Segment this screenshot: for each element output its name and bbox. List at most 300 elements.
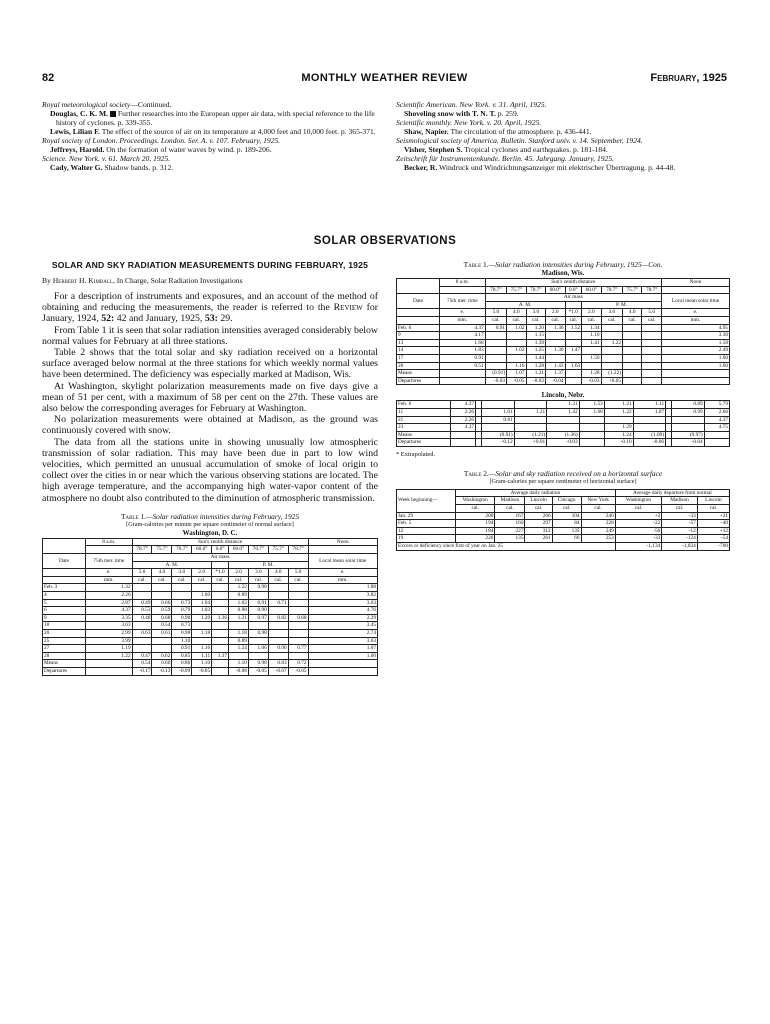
table-cell — [229, 652, 249, 660]
table-cell — [514, 416, 546, 424]
unit-cell: cal. — [526, 316, 545, 324]
row-date: 28 — [43, 652, 86, 660]
row-date: 18 — [43, 622, 86, 630]
table-cell: -0.10 — [604, 439, 633, 447]
table-cell: 1.68 — [440, 339, 486, 347]
table-cell — [485, 354, 506, 362]
table-cell: 1.36 — [546, 324, 565, 332]
table-location: Madison, Wis. — [541, 269, 585, 277]
bibliography-left — [42, 100, 382, 172]
header-lmst: Local mean solar time — [308, 554, 377, 569]
table-cell: 1.68 — [579, 408, 604, 416]
table-cell — [212, 629, 229, 637]
header-cell — [308, 546, 377, 554]
table-cell: (1.21) — [514, 431, 546, 439]
table-cell: 1.36 — [212, 614, 229, 622]
table-cell: 1.52 — [565, 324, 582, 332]
header-date: Date — [43, 554, 86, 569]
table-cell — [672, 424, 704, 432]
row-date: Feb. 6 — [397, 401, 451, 409]
header-pm: P. M. — [229, 561, 309, 569]
table-cell — [192, 622, 212, 630]
table-cell — [623, 339, 642, 347]
table-cell — [565, 370, 582, 378]
table-cell: 0.68 — [152, 614, 172, 622]
table-row — [397, 347, 730, 355]
table-cell: 160 — [495, 520, 525, 528]
header-airmass-value: e. — [661, 309, 729, 317]
header-avg-radiation: Average daily radiation — [456, 489, 616, 497]
table-cell: 0.98 — [248, 584, 268, 592]
table-cell: -0.02 — [526, 377, 545, 385]
body-paragraph: Table 2 shows that the total solar and sky radiation received on a horizontal surface averaged below normal at the three stations for which weekly normal values have been determined. The deficiency was especially marked at Madison, Wis. — [42, 347, 378, 381]
unit-cell: cal. — [615, 505, 661, 513]
table-cell: 0.73 — [172, 599, 192, 607]
table-cell: 1.58 — [661, 339, 729, 347]
table-cell — [579, 431, 604, 439]
table-cell: 1.39 — [526, 339, 545, 347]
article-title: SOLAR AND SKY RADIATION MEASUREMENTS DURING FEBRUARY, 1925 — [51, 260, 369, 270]
table-cell — [704, 431, 729, 439]
unit-cell: cal. — [601, 316, 622, 324]
table-row — [43, 607, 378, 615]
table-cell: 0.62 — [152, 652, 172, 660]
table-cell — [642, 354, 661, 362]
table-cell: 2.26 — [86, 592, 133, 600]
table-cell: 1.10 — [229, 660, 249, 668]
header-station: Madison — [495, 497, 525, 505]
row-date: Feb. 6 — [397, 324, 440, 332]
table-cell — [672, 416, 704, 424]
table-cell — [482, 424, 514, 432]
table-cell: 3.63 — [86, 622, 133, 630]
row-label: Excess or deficiency since first of year on Jan. 25 — [397, 543, 616, 551]
table-cell: -0.08 — [229, 667, 249, 675]
table-cell: 1.34 — [582, 324, 601, 332]
table-cell — [565, 377, 582, 385]
table-cell: 0.91 — [440, 354, 486, 362]
units-row — [43, 576, 378, 584]
table-cell: 0.63 — [132, 629, 152, 637]
table-cell: 1.53 — [579, 401, 604, 409]
table-cell: 0.90 — [172, 614, 192, 622]
unit-cell: cal. — [642, 316, 661, 324]
table-cell — [642, 370, 661, 378]
table-cell: 312 — [525, 527, 552, 535]
table-cell: 1.10 — [582, 332, 601, 340]
table-cell — [172, 592, 192, 600]
table-cell: 194 — [456, 520, 495, 528]
bib-entry: Becker, R. Windruck und Windrichtungsanzeiger mit elektrischer Übertragung. p. 44-48. — [404, 163, 676, 172]
header-angle: 60.0° — [192, 546, 212, 554]
table-cell: 0.73 — [172, 622, 192, 630]
row-date: 19 — [397, 535, 456, 543]
table-cell — [288, 629, 308, 637]
table-cell: 261 — [525, 535, 552, 543]
table1-lincoln — [396, 400, 730, 447]
table-cell: 2.49 — [661, 347, 729, 355]
header-zenith: Sun's zenith distance — [132, 538, 308, 546]
bib-entry: Shaw, Napier. The circulation of the atmosphere. p. 436-441. — [404, 127, 592, 136]
table-cell: 240 — [581, 512, 615, 520]
table-cell — [43, 576, 86, 584]
unit-cell: cal. — [697, 505, 729, 513]
table-cell: 0.98 — [229, 607, 249, 615]
table-cell — [248, 622, 268, 630]
square-glyph-icon — [110, 111, 116, 117]
row-date: Feb. 3 — [43, 584, 86, 592]
table-cell: 266 — [525, 512, 552, 520]
table-cell: 1.28 — [582, 370, 601, 378]
table-cell: 135 — [552, 527, 581, 535]
table-cell: 1.06 — [248, 645, 268, 653]
table-cell: 1.24 — [604, 431, 633, 439]
table-cell: 1.00 — [661, 354, 729, 362]
table-cell — [485, 339, 506, 347]
table-cell: -57 — [662, 520, 698, 528]
table-cell: 3.30 — [661, 332, 729, 340]
unit-cell: cal. — [546, 316, 565, 324]
header-station: Lincoln — [697, 497, 729, 505]
table-cell: -12 — [662, 527, 698, 535]
article-column — [42, 260, 378, 676]
table-cell — [579, 416, 604, 424]
table-cell — [582, 347, 601, 355]
unit-cell: cal. — [229, 576, 249, 584]
header-airmass: Air mass — [132, 554, 308, 562]
table-cell: 4.75 — [704, 424, 729, 432]
table-cell: 0.68 — [288, 614, 308, 622]
table-cell — [623, 332, 642, 340]
bib-source: Scientific American. New York. v. 31. April, 1925. — [396, 100, 547, 109]
header-airmass-value: 2.0 — [546, 309, 565, 317]
table-cell: 1.50 — [582, 354, 601, 362]
byline: By Herbert H. Kimball, In Charge, Solar Radiation Investigations — [42, 276, 243, 285]
table-cell — [485, 347, 506, 355]
table-cell: 2.74 — [308, 629, 377, 637]
table-cell: 0.98 — [248, 660, 268, 668]
table-row — [43, 622, 378, 630]
header-station: Madison — [662, 497, 698, 505]
header-angle: 60.0° — [546, 286, 565, 294]
table-cell — [450, 431, 475, 439]
table-cell — [268, 584, 288, 592]
table-cell: 0.49 — [132, 599, 152, 607]
header-angle: 70.7° — [248, 546, 268, 554]
bib-entry: Douglas, C. K. M. Further researches into the European upper air data, with special reference to the life history of cyclones. p. 339-355. — [50, 109, 375, 127]
bib-entry: Jeffreys, Harold. On the formation of water waves by wind. p. 189-206. — [50, 145, 272, 154]
table-cell: 4.17 — [440, 332, 486, 340]
table-cell — [565, 339, 582, 347]
table-cell: 0.99 — [672, 408, 704, 416]
table-cell: 1.16 — [192, 645, 212, 653]
table-row — [397, 424, 730, 432]
table-row — [397, 332, 730, 340]
table-cell: -22 — [615, 520, 661, 528]
table-cell: -40 — [697, 520, 729, 528]
header-angle: 75.7° — [623, 286, 642, 294]
table-subtitle: [Gram-calories per minute per square centimeter of normal surface] — [126, 520, 294, 528]
table-cell: -0.12 — [482, 439, 514, 447]
table-cell: (0.91) — [485, 370, 506, 378]
table-cell: 1.11 — [192, 652, 212, 660]
table-cell: 1.16 — [507, 362, 526, 370]
table-cell: -0.09 — [172, 667, 192, 675]
header-airmass-value: 5.0 — [485, 309, 506, 317]
row-date: 27 — [43, 645, 86, 653]
table-cell — [450, 439, 475, 447]
bib-source: Science. New York. v. 61. March 20, 1925. — [42, 154, 171, 163]
table-row — [397, 408, 730, 416]
table-cell — [268, 607, 288, 615]
unit-cell: cal. — [152, 576, 172, 584]
table-cell: 0.47 — [132, 652, 152, 660]
bib-source: Seismological society of America. Bulletin. Stanford univ. v. 14. September, 1924. — [396, 136, 643, 145]
table-cell: -50 — [615, 527, 661, 535]
table-row — [43, 599, 378, 607]
table-cell — [507, 332, 526, 340]
table-cell — [601, 347, 622, 355]
table-row — [397, 324, 730, 332]
table-cell: 1.31 — [547, 401, 579, 409]
row-date: 20 — [397, 362, 440, 370]
table-cell — [601, 362, 622, 370]
table-cell: 0.91 — [172, 645, 192, 653]
table-cell: 0.54 — [152, 622, 172, 630]
table-cell: 3.35 — [86, 614, 133, 622]
table-cell: 0.48 — [132, 614, 152, 622]
header-station: Washington — [456, 497, 495, 505]
table-cell: 1.21 — [526, 370, 545, 378]
row-label: Departures — [397, 439, 451, 447]
means-row — [397, 370, 730, 378]
table-cell — [152, 592, 172, 600]
table-cell — [565, 354, 582, 362]
table-cell: 135 — [495, 535, 525, 543]
table-cell — [86, 667, 133, 675]
unit-cell: cal. — [288, 576, 308, 584]
table-row — [43, 592, 378, 600]
unit-cell: cal. — [485, 316, 506, 324]
header-angle: 0.0° — [565, 286, 582, 294]
table-cell: -700 — [697, 543, 729, 551]
table-cell: 0.91 — [248, 599, 268, 607]
header-cell — [661, 286, 729, 294]
table-cell — [229, 622, 249, 630]
table-cell: 3.63 — [308, 599, 377, 607]
departures-row — [397, 439, 730, 447]
header-airmass-value: 3.0 — [601, 309, 622, 317]
table-row — [397, 401, 730, 409]
unit-cell: mm. — [661, 316, 729, 324]
table-cell: -0.07 — [268, 667, 288, 675]
table-cell: 4.37 — [440, 324, 486, 332]
row-date: 5 — [43, 599, 86, 607]
table-cell: 227 — [495, 527, 525, 535]
table-cell: 1.19 — [86, 645, 133, 653]
header-airmass-value: 3.0 — [526, 309, 545, 317]
table-cell: 1.10 — [172, 637, 192, 645]
table-cell — [248, 637, 268, 645]
table-row — [397, 535, 730, 543]
table-cell: 0.79 — [172, 607, 192, 615]
table-cell: 1.18 — [192, 629, 212, 637]
table-cell: 1.04 — [192, 599, 212, 607]
header-am: A. M. — [132, 561, 212, 569]
table-cell — [248, 652, 268, 660]
table-cell — [642, 347, 661, 355]
body-paragraph: No polarization measurements were obtained at Madison, as the ground was continuously covered with snow. — [42, 414, 378, 437]
row-date: 21 — [397, 416, 451, 424]
table-cell: 2.26 — [450, 416, 475, 424]
table1-madison — [396, 278, 730, 385]
header-airmass-value: 4.0 — [623, 309, 642, 317]
table-cell: 1.20 — [192, 614, 212, 622]
table-cell: 2.99 — [86, 629, 133, 637]
table-cell — [268, 652, 288, 660]
table-cell: 0.85 — [172, 652, 192, 660]
table-cell — [642, 362, 661, 370]
table-cell: 1.37 — [546, 370, 565, 378]
header-noon: Noon — [661, 279, 729, 287]
table-cell: 4.76 — [308, 607, 377, 615]
row-label: Means — [397, 370, 440, 378]
table-cell — [172, 584, 192, 592]
table-cell: 200 — [456, 512, 495, 520]
table-cell — [212, 637, 229, 645]
table-row — [397, 354, 730, 362]
table-cell — [192, 584, 212, 592]
unit-cell: cal. — [248, 576, 268, 584]
table-cell — [661, 377, 729, 385]
table-cell — [623, 354, 642, 362]
table-cell: 3.99 — [86, 637, 133, 645]
table-cell — [514, 424, 546, 432]
table-cell: 228 — [581, 520, 615, 528]
header-airmass-value: e. — [86, 569, 133, 577]
row-date: 23 — [397, 424, 451, 432]
table-cell: 1.29 — [604, 424, 633, 432]
unit-cell: cal. — [507, 316, 526, 324]
table-row — [43, 652, 378, 660]
table-cell: 0.72 — [288, 660, 308, 668]
table-cell — [623, 362, 642, 370]
table-cell — [601, 324, 622, 332]
header-angle: 60.0° — [229, 546, 249, 554]
table-cell — [212, 599, 229, 607]
table-cell — [485, 362, 506, 370]
header-angle: 70.7° — [526, 286, 545, 294]
table-cell: 1.03 — [192, 607, 212, 615]
table-cell: 4.95 — [661, 324, 729, 332]
table-cell: 1.88 — [308, 584, 377, 592]
row-label: Departures — [397, 377, 440, 385]
row-date: 11 — [397, 408, 451, 416]
table-row — [397, 512, 730, 520]
unit-cell: cal. — [268, 576, 288, 584]
table-caption: Table 1.—Solar radiation intensities during February, 1925—Con. — [463, 260, 663, 269]
table-cell: -1,834 — [662, 543, 698, 551]
table-cell: 0.54 — [132, 660, 152, 668]
table-cell: 0.80 — [172, 660, 192, 668]
bib-source: Royal meteorological society—Continued. — [42, 100, 172, 109]
table-cell: (0.97) — [672, 431, 704, 439]
table-row — [397, 339, 730, 347]
table-cell — [623, 324, 642, 332]
table-cell: 1.02 — [507, 324, 526, 332]
header-airmass-value: 2.0 — [582, 309, 601, 317]
table-cell: 297 — [525, 520, 552, 528]
table-cell: -124 — [662, 535, 698, 543]
table-cell — [268, 592, 288, 600]
table-cell: 0.90 — [268, 645, 288, 653]
table-cell: -33 — [662, 512, 698, 520]
table-cell — [507, 339, 526, 347]
table-cell — [547, 424, 579, 432]
table-cell — [565, 332, 582, 340]
table-caption: Table 1.—Solar radiation intensities during February, 1925 — [120, 511, 300, 521]
header-airmass-value: 3.0 — [172, 569, 192, 577]
unit-cell: mm. — [86, 576, 133, 584]
page-number: 82 — [42, 72, 55, 84]
table-cell — [661, 370, 729, 378]
row-date: Jan. 29 — [397, 512, 456, 520]
table-cell: 1.22 — [604, 408, 633, 416]
table-cell: 0.98 — [172, 629, 192, 637]
table-cell: 1.02 — [507, 347, 526, 355]
table-row — [43, 645, 378, 653]
table-cell — [212, 584, 229, 592]
table-cell: 0.89 — [229, 592, 249, 600]
table-cell: 1.47 — [565, 347, 582, 355]
header-airmass-value: 2.0 — [192, 569, 212, 577]
table-cell: -0.04 — [672, 439, 704, 447]
table-cell: 0.83 — [268, 660, 288, 668]
table-cell: +0.05 — [601, 377, 622, 385]
table-cell: 0.59 — [152, 607, 172, 615]
table-cell — [288, 652, 308, 660]
table-cell: 1.11 — [633, 401, 665, 409]
header-8am: 8 a.m. — [440, 279, 486, 287]
table-cell: 1.21 — [514, 408, 546, 416]
table-cell: +2 — [615, 512, 661, 520]
table-cell: -0.03 — [582, 377, 601, 385]
table-cell: -0.13 — [152, 667, 172, 675]
table-cell — [132, 622, 152, 630]
row-date: 17 — [397, 354, 440, 362]
table-header — [397, 489, 730, 512]
row-date: 4 — [43, 592, 86, 600]
table-cell: 184 — [456, 527, 495, 535]
table-cell: +12 — [697, 527, 729, 535]
table-cell: 1.37 — [212, 652, 229, 660]
header-week: Week beginning— — [397, 489, 456, 512]
table-cell — [308, 660, 377, 668]
table-cell: (1.22) — [601, 370, 622, 378]
table-cell: -1,134 — [615, 543, 661, 551]
table-cell: 1.01 — [482, 408, 514, 416]
header-airmass: Air mass — [485, 294, 661, 302]
bib-source: Zeitschrift für Instrumentenkunde. Berlin. 45. Jahrgang. January, 1925. — [396, 154, 615, 163]
bib-entry: Lewis, Lilian F. The effect of the source of air on its temperature at 4,000 feet and 10,000 feet. p. 365-371. — [50, 127, 376, 136]
row-date: 14 — [397, 347, 440, 355]
table-cell: 0.51 — [440, 362, 486, 370]
row-label: Means — [397, 431, 451, 439]
table-cell — [308, 667, 377, 675]
table-cell — [268, 637, 288, 645]
unit-cell: cal. — [581, 505, 615, 513]
header-airmass-value: 5.0 — [642, 309, 661, 317]
